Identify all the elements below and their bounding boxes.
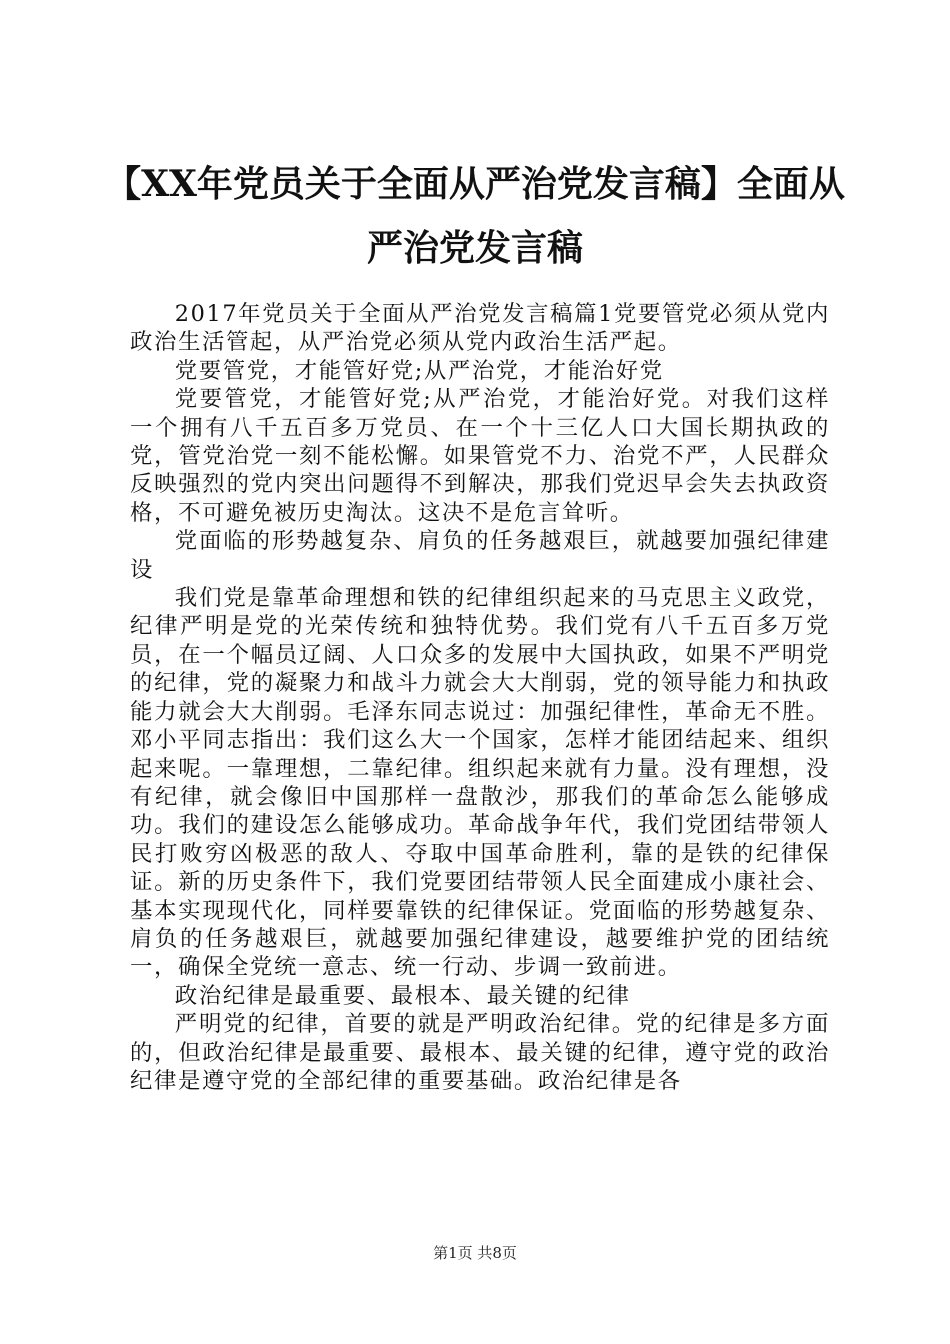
page-footer: 第1页 共8页 [433, 1244, 517, 1262]
document-title: 【XX年党员关于全面从严治党发言稿】全面从严治党发言稿 [105, 163, 845, 269]
section-heading: 党面临的形势越复杂、肩负的任务越艰巨，就越要加强纪律建设 [130, 528, 830, 583]
body-paragraph: 2017年党员关于全面从严治党发言稿篇1党要管党必须从党内政治生活管起，从严治党必须从党内政治生活严起。 [130, 301, 830, 356]
document-body [130, 300, 830, 1095]
body-paragraph: 党要管党，才能管好党;从严治党，才能治好党。对我们这样一个拥有八千五百多万党员、在一个十三亿人口大国长期执政的党，管党治党一刻不能松懈。如果管党不力、治党不严，人民群众反映强烈的党内突出问题得不到解决，那我们党迟早会失去执政资格，不可避免被历史淘汰。这决不是危言耸听。 [130, 386, 830, 526]
section-heading: 党要管党，才能管好党;从严治党，才能治好党 [174, 357, 664, 384]
section-heading: 政治纪律是最重要、最根本、最关键的纪律 [174, 982, 631, 1009]
body-paragraph: 严明党的纪律，首要的就是严明政治纪律。党的纪律是多方面的，但政治纪律是最重要、最根本、最关键的纪律，遵守党的政治纪律是遵守党的全部纪律的重要基础。政治纪律是各 [130, 1011, 830, 1094]
body-paragraph: 我们党是靠革命理想和铁的纪律组织起来的马克思主义政党，纪律严明是党的光荣传统和独特优势。我们党有八千五百多万党员，在一个幅员辽阔、人口众多的发展中大国执政，如果不严明党的纪律，党的凝聚力和战斗力就会大大削弱，党的领导能力和执政能力就会大大削弱。毛泽东同志说过：加强纪律性，革命无不胜。邓小平同志指出：我们这么大一个国家，怎样才能团结起来、组织起来呢。一靠理想，二靠纪律。组织起来就有力量。没有理想，没有纪律，就会像旧中国那样一盘散沙，那我们的革命怎么能够成功。我们的建设怎么能够成功。革命战争年代，我们党团结带领人民打败穷凶极恶的敌人、夺取中国革命胜利，靠的是铁的纪律保证。新的历史条件下，我们党要团结带领人民全面建成小康社会、基本实现现代化，同样要靠铁的纪律保证。党面临的形势越复杂、肩负的任务越艰巨，就越要加强纪律建设，越要维护党的团结统一，确保全党统一意志、统一行动、步调一致前进。 [130, 585, 830, 981]
